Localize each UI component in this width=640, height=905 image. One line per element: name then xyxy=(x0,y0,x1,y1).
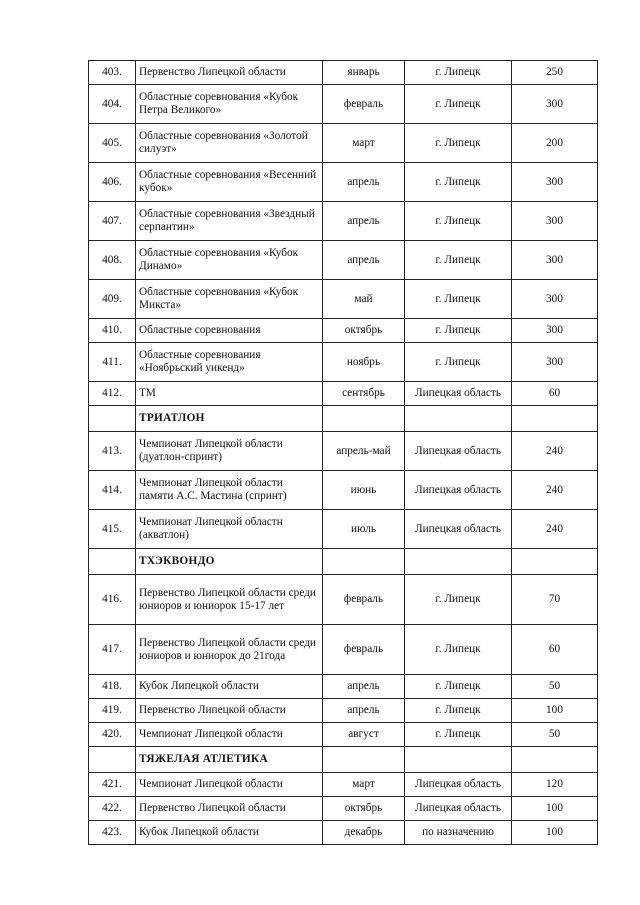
participant-count: 200 xyxy=(512,124,598,163)
row-number: 410. xyxy=(89,319,136,343)
table-row xyxy=(89,625,598,675)
event-location: г. Липецк xyxy=(405,319,512,343)
participant-count: 60 xyxy=(512,382,598,406)
section-title: ТХЭКВОНДО xyxy=(136,549,323,575)
event-location: г. Липецк xyxy=(405,61,512,85)
event-name: Областные соревнования «Ноябрьский уикенд» xyxy=(136,343,323,382)
row-number: 417. xyxy=(89,625,136,675)
event-name: Чемпионат Липецкой области xyxy=(136,723,323,747)
events-table xyxy=(88,60,598,845)
empty-cell xyxy=(89,747,136,773)
participant-count: 300 xyxy=(512,280,598,319)
event-name: ТМ xyxy=(136,382,323,406)
participant-count: 100 xyxy=(512,821,598,845)
event-location: Липецкая область xyxy=(405,773,512,797)
row-number: 419. xyxy=(89,699,136,723)
section-title: ТЯЖЕЛАЯ АТЛЕТИКА xyxy=(136,747,323,773)
event-name: Областные соревнования xyxy=(136,319,323,343)
table-row xyxy=(89,61,598,85)
event-location: г. Липецк xyxy=(405,343,512,382)
event-name: Первенство Липецкой области xyxy=(136,61,323,85)
table-row xyxy=(89,699,598,723)
event-name: Областные соревнования «Весенний кубок» xyxy=(136,163,323,202)
row-number: 407. xyxy=(89,202,136,241)
empty-cell xyxy=(89,406,136,432)
row-number: 403. xyxy=(89,61,136,85)
empty-cell xyxy=(512,549,598,575)
row-number: 421. xyxy=(89,773,136,797)
section-row xyxy=(89,406,598,432)
event-month: апрель xyxy=(323,675,405,699)
event-location: г. Липецк xyxy=(405,675,512,699)
row-number: 422. xyxy=(89,797,136,821)
event-month: март xyxy=(323,124,405,163)
participant-count: 300 xyxy=(512,85,598,124)
event-location: г. Липецк xyxy=(405,202,512,241)
event-location: Липецкая область xyxy=(405,432,512,471)
row-number: 423. xyxy=(89,821,136,845)
participant-count: 240 xyxy=(512,432,598,471)
empty-cell xyxy=(512,747,598,773)
event-location: г. Липецк xyxy=(405,625,512,675)
event-location: Липецкая область xyxy=(405,510,512,549)
event-location: г. Липецк xyxy=(405,723,512,747)
event-name: Первенство Липецкой области среди юниоров и юниорок 15-17 лет xyxy=(136,575,323,625)
table-row xyxy=(89,241,598,280)
event-location: г. Липецк xyxy=(405,241,512,280)
row-number: 415. xyxy=(89,510,136,549)
participant-count: 50 xyxy=(512,723,598,747)
event-month: апрель xyxy=(323,163,405,202)
row-number: 404. xyxy=(89,85,136,124)
empty-cell xyxy=(323,747,405,773)
participant-count: 250 xyxy=(512,61,598,85)
events-table-body xyxy=(89,61,598,845)
row-number: 420. xyxy=(89,723,136,747)
section-row xyxy=(89,747,598,773)
event-month: сентябрь xyxy=(323,382,405,406)
event-location: г. Липецк xyxy=(405,699,512,723)
event-month: март xyxy=(323,773,405,797)
event-name: Областные соревнования «Кубок Динамо» xyxy=(136,241,323,280)
table-row xyxy=(89,382,598,406)
table-row xyxy=(89,773,598,797)
event-month: февраль xyxy=(323,625,405,675)
event-name: Областные соревнования «Звездный серпантин» xyxy=(136,202,323,241)
event-month: май xyxy=(323,280,405,319)
event-name: Чемпионат Липецкой области памяти А.С. Мастина (спринт) xyxy=(136,471,323,510)
participant-count: 70 xyxy=(512,575,598,625)
event-month: июль xyxy=(323,510,405,549)
row-number: 409. xyxy=(89,280,136,319)
event-location: Липецкая область xyxy=(405,797,512,821)
event-month: февраль xyxy=(323,85,405,124)
row-number: 412. xyxy=(89,382,136,406)
row-number: 411. xyxy=(89,343,136,382)
event-month: апрель xyxy=(323,202,405,241)
table-row xyxy=(89,821,598,845)
event-month: декабрь xyxy=(323,821,405,845)
empty-cell xyxy=(89,549,136,575)
participant-count: 50 xyxy=(512,675,598,699)
table-row xyxy=(89,575,598,625)
section-row xyxy=(89,549,598,575)
event-month: февраль xyxy=(323,575,405,625)
event-month: ноябрь xyxy=(323,343,405,382)
participant-count: 300 xyxy=(512,319,598,343)
empty-cell xyxy=(405,406,512,432)
event-name: Чемпионат Липецкой областн (акватлон) xyxy=(136,510,323,549)
event-month: апрель-май xyxy=(323,432,405,471)
event-month: апрель xyxy=(323,241,405,280)
event-month: август xyxy=(323,723,405,747)
row-number: 418. xyxy=(89,675,136,699)
event-name: Чемпионат Липецкой области xyxy=(136,773,323,797)
table-row xyxy=(89,85,598,124)
participant-count: 300 xyxy=(512,343,598,382)
participant-count: 100 xyxy=(512,699,598,723)
event-location: г. Липецк xyxy=(405,575,512,625)
event-month: апрель xyxy=(323,699,405,723)
empty-cell xyxy=(323,406,405,432)
participant-count: 60 xyxy=(512,625,598,675)
table-row xyxy=(89,723,598,747)
empty-cell xyxy=(405,747,512,773)
event-location: г. Липецк xyxy=(405,163,512,202)
table-row xyxy=(89,124,598,163)
event-name: Кубок Липецкой области xyxy=(136,675,323,699)
event-name: Первенство Липецкой области среди юниоров и юниорок до 21года xyxy=(136,625,323,675)
row-number: 405. xyxy=(89,124,136,163)
participant-count: 300 xyxy=(512,202,598,241)
event-name: Первенство Липецкой области xyxy=(136,797,323,821)
table-row xyxy=(89,280,598,319)
event-month: октябрь xyxy=(323,797,405,821)
event-name: Кубок Липецкой области xyxy=(136,821,323,845)
participant-count: 300 xyxy=(512,241,598,280)
participant-count: 120 xyxy=(512,773,598,797)
participant-count: 240 xyxy=(512,510,598,549)
event-month: январь xyxy=(323,61,405,85)
row-number: 413. xyxy=(89,432,136,471)
empty-cell xyxy=(405,549,512,575)
event-name: Чемпионат Липецкой области (дуатлон-спринт) xyxy=(136,432,323,471)
event-name: Первенство Липецкой области xyxy=(136,699,323,723)
table-row xyxy=(89,797,598,821)
event-month: июнь xyxy=(323,471,405,510)
table-row xyxy=(89,471,598,510)
event-location: Липецкая область xyxy=(405,471,512,510)
table-row xyxy=(89,202,598,241)
table-row xyxy=(89,510,598,549)
empty-cell xyxy=(323,549,405,575)
table-row xyxy=(89,432,598,471)
table-row xyxy=(89,343,598,382)
event-location: по назначению xyxy=(405,821,512,845)
table-row xyxy=(89,319,598,343)
table-row xyxy=(89,675,598,699)
event-location: г. Липецк xyxy=(405,124,512,163)
row-number: 416. xyxy=(89,575,136,625)
participant-count: 300 xyxy=(512,163,598,202)
event-location: Липецкая область xyxy=(405,382,512,406)
event-location: г. Липецк xyxy=(405,85,512,124)
event-location: г. Липецк xyxy=(405,280,512,319)
event-month: октябрь xyxy=(323,319,405,343)
participant-count: 240 xyxy=(512,471,598,510)
row-number: 408. xyxy=(89,241,136,280)
table-row xyxy=(89,163,598,202)
row-number: 414. xyxy=(89,471,136,510)
participant-count: 100 xyxy=(512,797,598,821)
event-name: Областные соревнования «Кубок Микста» xyxy=(136,280,323,319)
event-name: Областные соревнования «Кубок Петра Великого» xyxy=(136,85,323,124)
empty-cell xyxy=(512,406,598,432)
section-title: ТРИАТЛОН xyxy=(136,406,323,432)
event-name: Областные соревнования «Золотой силуэт» xyxy=(136,124,323,163)
row-number: 406. xyxy=(89,163,136,202)
